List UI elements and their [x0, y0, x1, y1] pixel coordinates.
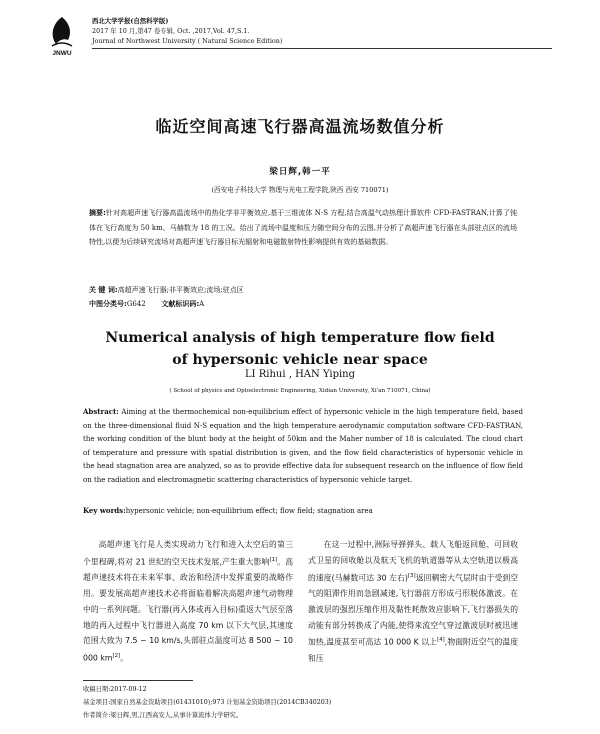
abstract-label-cn: 摘要: [89, 209, 106, 217]
keywords-label-cn: 关 键 词: [89, 286, 118, 294]
body-paragraph: 高超声速飞行是人类实现动力飞行和进入太空后的第三个里程碑,将对 21 世纪的空天技术发展,产生重大影响[1]。高超声速技术将在未来军事、政治和经济中发挥重要的战略作用。要发展高超声速技术必将面临着解决高超声速气动物理中的一系列问题。飞行器(再入体或再入目标)重返大气层至落地的再入过程中飞行器进入高度 70 km 以下大气层,其速度范围大致为 7.5 ~ 10 km/s,头部驻点温度可达 8 500 ~ 10 000 km[2]。 [83, 540, 293, 663]
journal-name-en: Journal of Northwest University ( Natural Science Edition) [92, 37, 283, 45]
class-label: 中图分类号: [89, 300, 127, 308]
classification [89, 297, 517, 312]
logo-emblem [53, 17, 70, 44]
abstract-text-cn: 针对高超声速飞行器高温流场中的热化学非平衡效应,基于三维流体 N-S 方程,结合高温气动热理计算软件 CFD-FASTRAN,计算了钝体在飞行高度为 50 km、马赫数为 18 的工况。给出了流场中温度和压力随空间分布的云图,并分析了高超声速飞行器在头部驻点区的流场特性,以便为后续研究流场对高超声速飞行器目标光辐射和电磁散射特性影响提供有效的基础数据。 [89, 209, 517, 246]
abstract-text-en: Aiming at the thermochemical non-equilibrium effect of hypersonic vehicle in the high temperature field, based on the three-dimensional fluid N-S equation and the high temperature aerodynamic computation software CFD-FASTRAN, the working condition of the blunt body at the height of 50km and the Maher number of 18 is calculated. The cloud chart of temperature and pressure with spatial distribution is given, and the flow field characteristics of hypersonic vehicle in the head stagnation area are analyzed, so as to provide effective data for subsequent research on the influence of flow field on the radiation and electromagnetic scattering characteristics of hypersonic vehicle target. [83, 408, 523, 484]
citation: [1] [269, 556, 278, 563]
affiliation-cn: (西安电子科技大学 物理与光电工程学院,陕西 西安 710071) [211, 186, 389, 194]
keywords-text-cn: 高超声速飞行器;非平衡效应;流场;驻点区 [117, 286, 244, 294]
abstract-label-en: Abstract: [83, 407, 119, 416]
footnote-author: 作者简介:梁日辉,男,江西高安人,从事计算流体力学研究。 [83, 712, 243, 719]
paper-title-en-line2: of hypersonic vehicle near space [172, 352, 428, 368]
body-column-right [308, 537, 518, 667]
footnote-rule [83, 680, 193, 681]
doc-code-label: 文献标识码: [161, 300, 200, 308]
authors-en: LI Rihui , HAN Yiping [244, 369, 356, 380]
body-paragraph: 在这一过程中,洲际导弹弹头、载人飞船返回舱、可回收式卫星的回收舱以及航天飞机的轨道器等从太空轨道以极高的速度(马赫数可达 30 左右)[3]返回稠密大气层时由于受到空气的阻滞作用而急剧减速,飞行器前方形成弓形脱体激波。在激波层的强烈压缩作用及黏性耗散效应影响下,飞行器损失的动能有部分转换成了内能,使得来流空气穿过激波层时被迅速加热,温度甚至可高达 10 000 K 以上[4],物面附近空气的温度和压 [308, 540, 518, 663]
doc-code-value: A [199, 300, 205, 308]
paper-title-cn: 临近空间高速飞行器高温流场数值分析 [155, 117, 445, 136]
paper-title-en-line1: Numerical analysis of high temperature flow field [105, 330, 495, 346]
affiliation-en: ( School of physics and Optoelectronic Engineering, Xidian University, Xi'an 710071, China) [169, 388, 431, 394]
journal-issue: 2017 年 10 月,第47 卷专辑, Oct. ,2017,Vol. 47,S.1. [92, 27, 250, 35]
keywords-cn [89, 283, 517, 298]
authors-cn: 梁日辉,韩一平 [269, 167, 331, 177]
citation: [2] [112, 653, 121, 660]
citation: [3] [407, 572, 416, 579]
journal-logo [42, 14, 82, 56]
journal-name-cn: 西北大学学报(自然科学版) [92, 17, 169, 25]
abstract-en [83, 405, 523, 488]
keywords-text-en: hypersonic vehicle; non-equilibrium effect; flow field; stagnation area [125, 507, 373, 515]
body-column-left [83, 537, 293, 667]
class-value: G642 [126, 300, 146, 308]
footnote-received: 收稿日期:2017-09-12 [83, 686, 147, 693]
footnote-fund: 基金项目:国家自然基金资助项目(61431010);973 计划基金资助项目(2014CB340203) [83, 699, 332, 706]
abstract-cn [89, 206, 517, 250]
logo-text: JNWU [52, 50, 72, 56]
citation: [4] [437, 637, 445, 644]
header-rule [92, 48, 552, 49]
keywords-label-en: Key words: [83, 506, 126, 515]
keywords-en [83, 506, 523, 515]
